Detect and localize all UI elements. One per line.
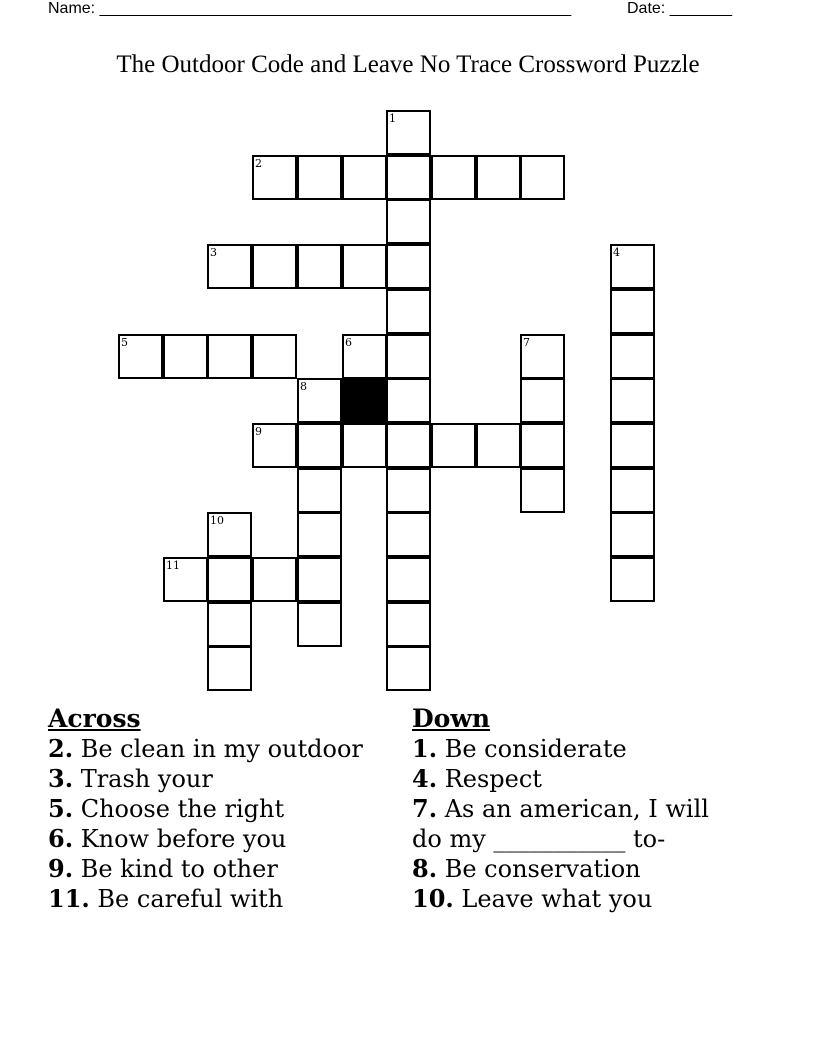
clue-number: 4. <box>412 764 438 793</box>
grid-cell[interactable] <box>476 155 521 200</box>
clue-number: 11. <box>48 884 90 913</box>
name-line: Name: _____________________________________________________ <box>48 0 572 17</box>
grid-cell[interactable] <box>520 378 565 423</box>
grid-cell[interactable] <box>252 155 297 200</box>
grid-cell[interactable] <box>252 557 297 602</box>
grid-cell[interactable] <box>207 512 252 557</box>
grid-cell[interactable] <box>386 512 431 557</box>
clue-number: 2. <box>48 734 74 763</box>
grid-cell[interactable] <box>386 423 431 468</box>
clue-item <box>48 854 388 884</box>
grid-cell[interactable] <box>431 423 476 468</box>
across-heading: Across <box>48 704 141 733</box>
clue-item <box>48 734 388 764</box>
grid-cell[interactable] <box>297 468 342 513</box>
clue-text: Be conservation <box>444 855 641 883</box>
grid-cell[interactable] <box>297 244 342 289</box>
grid-cell[interactable] <box>207 244 252 289</box>
grid-cell[interactable] <box>386 110 431 155</box>
grid-cell[interactable] <box>386 468 431 513</box>
grid-cell[interactable] <box>386 289 431 334</box>
grid-cell[interactable] <box>342 155 387 200</box>
clue-number: 7. <box>412 794 438 823</box>
grid-cell[interactable] <box>297 378 342 423</box>
grid-cell[interactable] <box>386 199 431 244</box>
grid-cell[interactable] <box>163 334 208 379</box>
grid-cell[interactable] <box>207 334 252 379</box>
grid-cell[interactable] <box>610 557 655 602</box>
grid-cell[interactable] <box>342 423 387 468</box>
clue-number-label: 8 <box>300 380 307 393</box>
clue-text: Choose the right <box>80 795 285 823</box>
down-clues <box>412 704 742 914</box>
clue-text: Be considerate <box>444 735 627 763</box>
clue-item <box>48 764 388 794</box>
page-title: The Outdoor Code and Leave No Trace Crossword Puzzle <box>116 51 700 78</box>
grid-cell[interactable] <box>207 646 252 691</box>
grid-cell[interactable] <box>118 334 163 379</box>
clue-number-label: 10 <box>210 514 224 527</box>
grid-cell[interactable] <box>386 378 431 423</box>
down-clue-list <box>412 734 742 914</box>
clue-text: As an american, I will do my ___________ to- <box>412 795 709 853</box>
grid-cell[interactable] <box>610 468 655 513</box>
across-clues <box>48 704 388 914</box>
clue-number-label: 4 <box>613 246 620 259</box>
grid-cell[interactable] <box>386 155 431 200</box>
clue-number-label: 1 <box>389 112 396 125</box>
clue-item <box>48 824 388 854</box>
grid-cell[interactable] <box>386 334 431 379</box>
grid-cell[interactable] <box>163 557 208 602</box>
clue-number: 5. <box>48 794 74 823</box>
grid-cell[interactable] <box>207 557 252 602</box>
down-heading: Down <box>412 704 491 733</box>
grid-cell[interactable] <box>610 244 655 289</box>
clue-number-label: 3 <box>210 246 217 259</box>
grid-cell[interactable] <box>386 557 431 602</box>
clue-text: Know before you <box>80 825 287 853</box>
clue-number-label: 7 <box>523 336 530 349</box>
grid-cell[interactable] <box>207 602 252 647</box>
grid-cell[interactable] <box>252 423 297 468</box>
clue-number-label: 11 <box>166 559 180 572</box>
clue-text: Be clean in my outdoor <box>80 735 363 763</box>
grid-cell[interactable] <box>610 378 655 423</box>
grid-cell[interactable] <box>297 155 342 200</box>
grid-cell[interactable] <box>610 289 655 334</box>
grid-cell[interactable] <box>520 155 565 200</box>
clue-item <box>412 734 742 764</box>
clue-item <box>412 764 742 794</box>
clue-item <box>412 794 742 854</box>
clue-text: Be kind to other <box>80 855 278 883</box>
grid-cell[interactable] <box>297 602 342 647</box>
grid-cell[interactable] <box>386 646 431 691</box>
grid-cell[interactable] <box>252 244 297 289</box>
clue-number: 9. <box>48 854 74 883</box>
grid-cell[interactable] <box>520 468 565 513</box>
grid-cell[interactable] <box>252 334 297 379</box>
clue-number: 6. <box>48 824 74 853</box>
grid-cell[interactable] <box>297 423 342 468</box>
grid-cell[interactable] <box>520 334 565 379</box>
clue-text: Trash your <box>80 765 213 793</box>
clue-number: 3. <box>48 764 74 793</box>
clue-item <box>412 854 742 884</box>
grid-cell[interactable] <box>342 334 387 379</box>
clue-text: Be careful with <box>97 885 284 913</box>
grid-cell[interactable] <box>610 512 655 557</box>
across-clue-list <box>48 734 388 914</box>
grid-cell[interactable] <box>386 244 431 289</box>
clue-number: 8. <box>412 854 438 883</box>
clue-number: 10. <box>412 884 454 913</box>
grid-cell[interactable] <box>342 244 387 289</box>
clue-number: 1. <box>412 734 438 763</box>
clue-item <box>48 794 388 824</box>
grid-cell[interactable] <box>297 557 342 602</box>
grid-block <box>342 378 387 423</box>
grid-cell[interactable] <box>610 334 655 379</box>
grid-cell[interactable] <box>386 602 431 647</box>
grid-cell[interactable] <box>297 512 342 557</box>
clue-number-label: 6 <box>345 336 352 349</box>
grid-cell[interactable] <box>431 155 476 200</box>
grid-cell[interactable] <box>520 423 565 468</box>
clue-item <box>48 884 388 914</box>
grid-cell[interactable] <box>476 423 521 468</box>
clue-number-label: 2 <box>255 157 262 170</box>
clue-number-label: 5 <box>121 336 128 349</box>
date-line: Date: _______ <box>627 0 732 17</box>
clue-item <box>412 884 742 914</box>
clue-number-label: 9 <box>255 425 262 438</box>
clue-text: Leave what you <box>461 885 653 913</box>
clue-text: Respect <box>444 765 542 793</box>
grid-cell[interactable] <box>610 423 655 468</box>
